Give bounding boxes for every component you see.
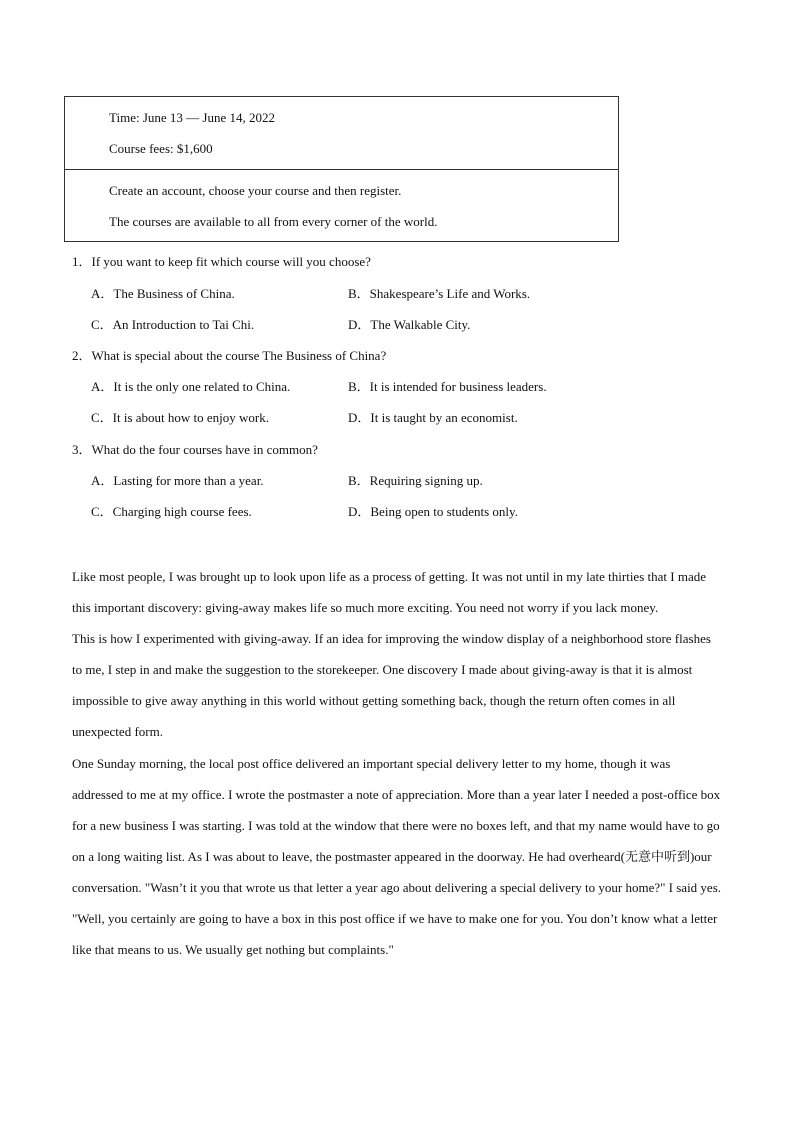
question-3-option-a: A．Lasting for more than a year. xyxy=(91,473,264,488)
course-info-box xyxy=(64,96,619,242)
course-time: Time: June 13 — June 14, 2022 xyxy=(109,110,275,125)
passage-paragraph-2: This is how I experimented with giving-away. If an idea for improving the window display of a neighborhood store flashes to me, I step in and make the suggestion to the storekeeper. One discovery I made about giving-away is that it is almost impossible to give away anything in this world without getting something back, though the return often comes in all unexpected form. xyxy=(72,631,711,740)
availability-note: The courses are available to all from every corner of the world. xyxy=(109,214,438,229)
question-2-option-b: B．It is intended for business leaders. xyxy=(348,379,547,394)
question-1-option-d: D．The Walkable City. xyxy=(348,317,471,332)
question-2-option-a: A．It is the only one related to China. xyxy=(91,379,291,394)
register-note: Create an account, choose your course and then register. xyxy=(109,183,402,198)
passage-paragraph-3: One Sunday morning, the local post office delivered an important special delivery letter to my home, though it was addressed to me at my office. I wrote the postmaster a note of appreciation. More than a year later I needed a post-office box for a new business I was starting. I was told at the window that there were no boxes left, and that my name would have to go on a long waiting list. As I was about to leave, the postmaster appeared in the doorway. He had overheard(无意中听到)our conversation. "Wasn’t it you that wrote us that letter a year ago about delivering a special delivery to your home?" I said yes. "Well, you certainly are going to have a box in this post office if we have to make one for you. You don’t know what a letter like that means to us. We usually get nothing but complaints." xyxy=(72,755,722,958)
question-2-option-d: D．It is taught by an economist. xyxy=(348,410,518,425)
question-2-stem: 2．What is special about the course The Business of China? xyxy=(72,348,387,363)
question-3-option-d: D．Being open to students only. xyxy=(348,504,518,519)
question-1-stem: 1．If you want to keep fit which course will you choose? xyxy=(72,254,371,269)
question-3-stem: 3．What do the four courses have in common? xyxy=(72,442,318,457)
question-3-option-c: C．Charging high course fees. xyxy=(91,504,252,519)
question-3-option-b: B．Requiring signing up. xyxy=(348,473,483,488)
question-2-option-c: C．It is about how to enjoy work. xyxy=(91,410,270,425)
reading-passage xyxy=(72,561,724,965)
question-1-option-b: B．Shakespeare’s Life and Works. xyxy=(348,286,531,301)
question-1-option-c: C．An Introduction to Tai Chi. xyxy=(91,317,255,332)
box-divider xyxy=(65,169,618,170)
course-fees: Course fees: $1,600 xyxy=(109,141,213,156)
question-1-option-a: A．The Business of China. xyxy=(91,286,235,301)
passage-paragraph-1: Like most people, I was brought up to look upon life as a process of getting. It was not until in my late thirties that I made this important discovery: giving-away makes life so much more exciting. You need not worry if you lack money. xyxy=(72,569,706,616)
